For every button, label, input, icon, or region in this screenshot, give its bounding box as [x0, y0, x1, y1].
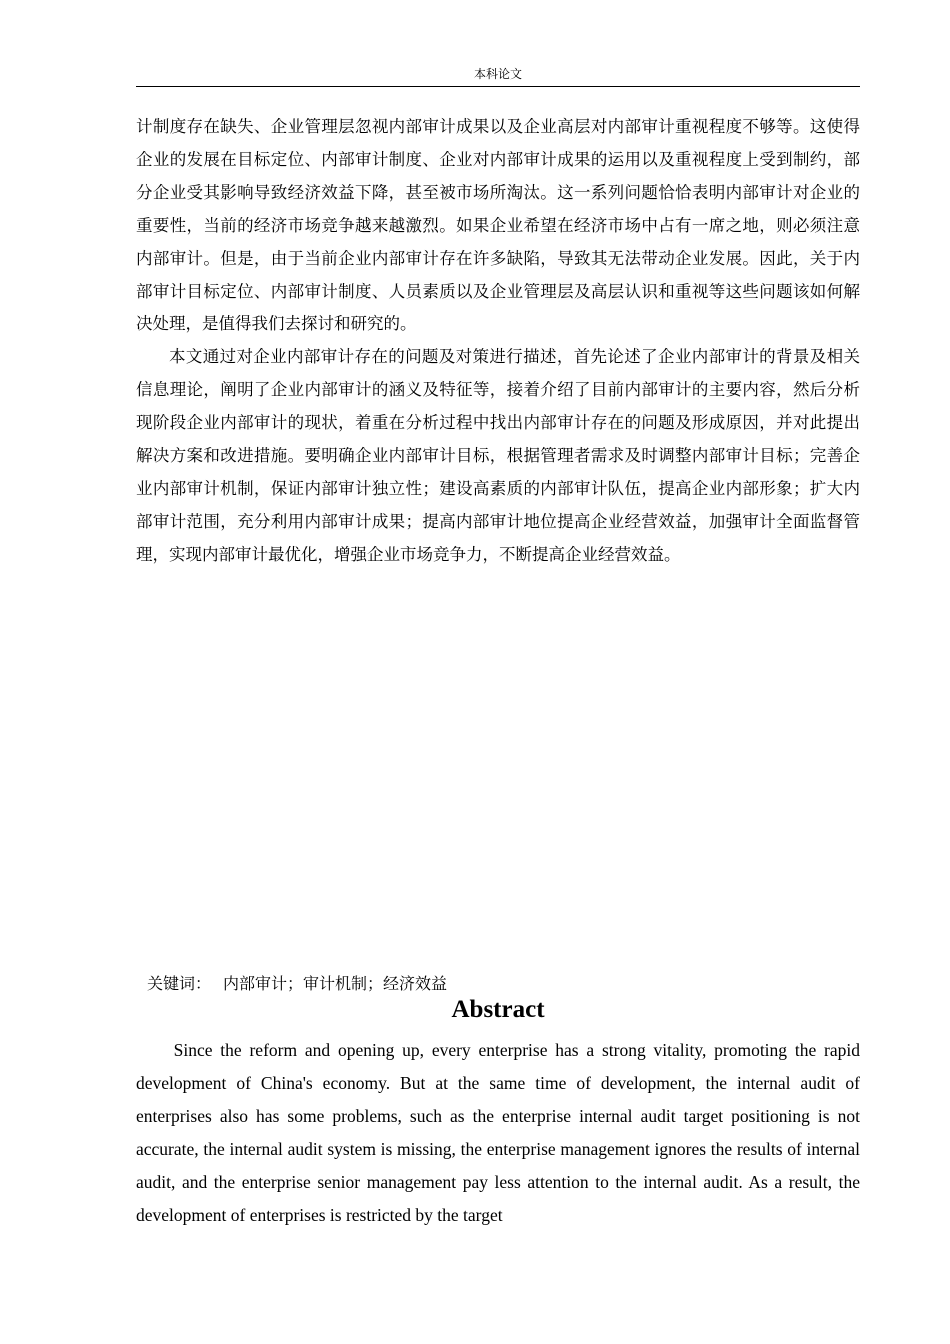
english-abstract-body: Since the reform and opening up, every enterprise has a strong vitality, promoting the rapid development of China's economy. But at the same time of development, the internal audit of enterprises also has some problems, such as the enterprise internal audit target positioning is not accurate, the internal audit system is missing, the enterprise management ignores the results of internal audit, and the enterprise senior management pay less attention to the internal audit. As a result, the development of enterprises is restricted by the target	[136, 1040, 860, 1225]
english-abstract-title: Abstract	[451, 996, 545, 1023]
chinese-paragraph-2: 本文通过对企业内部审计存在的问题及对策进行描述，首先论述了企业内部审计的背景及相关信息理论，阐明了企业内部审计的涵义及特征等，接着介绍了目前内部审计的主要内容，然后分析现阶段企业内部审计的现状，着重在分析过程中找出内部审计存在的问题及形成原因，并对此提出解决方案和改进措施。要明确企业内部审计目标，根据管理者需求及时调整内部审计目标；完善企业内部审计机制，保证内部审计独立性；建设高素质的内部审计队伍，提高企业内部形象；扩大内部审计范围，充分利用内部审计成果；提高内部审计地位提高企业经营效益，加强审计全面监督管理，实现内部审计最优化，增强企业市场竞争力，不断提高企业经营效益。	[136, 347, 860, 564]
chinese-paragraph-1: 计制度存在缺失、企业管理层忽视内部审计成果以及企业高层对内部审计重视程度不够等。这使得企业的发展在目标定位、内部审计制度、企业对内部审计成果的运用以及重视程度上受到制约，部分企业受其影响导致经济效益下降，甚至被市场所淘汰。这一系列问题恰恰表明内部审计对企业的重要性，当前的经济市场竞争越来越激烈。如果企业希望在经济市场中占有一席之地，则必须注意内部审计。但是，由于当前企业内部审计存在许多缺陷，导致其无法带动企业发展。因此，关于内部审计目标定位、内部审计制度、人员素质以及企业管理层及高层认识和重视等这些问题该如何解决处理，是值得我们去探讨和研究的。	[136, 117, 860, 334]
chinese-abstract-body	[136, 111, 860, 572]
keywords-list: 内部审计；审计机制；经济效益	[223, 974, 448, 993]
header-divider	[136, 86, 860, 87]
page-header: 本科论文	[473, 67, 522, 81]
keywords-label: 关键词：	[147, 974, 212, 993]
